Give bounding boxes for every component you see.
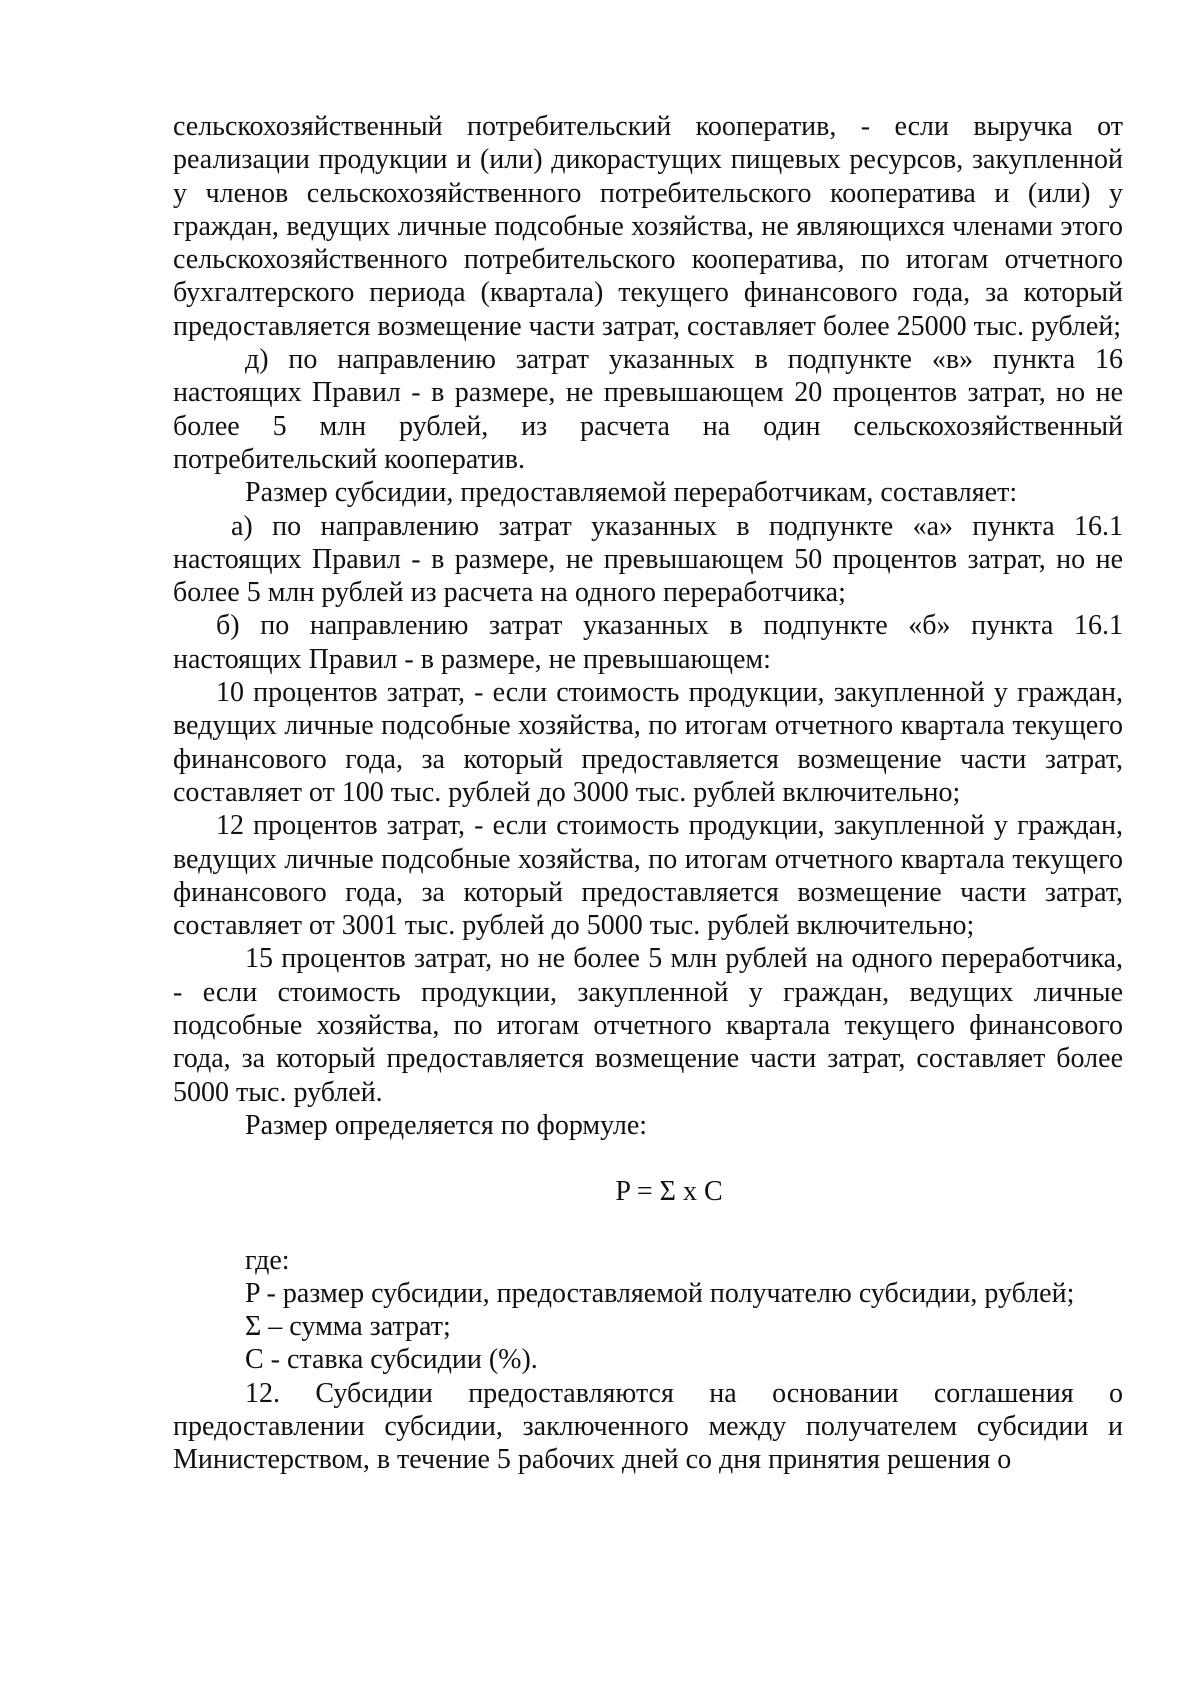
- paragraph-processor-subsidy-size: Размер субсидии, предоставляемой переработчикам, составляет:: [245, 477, 1018, 509]
- definition-p: P - размер субсидии, предоставляемой получателю субсидии, рублей;: [245, 1277, 1075, 1309]
- paragraph-item-a: а) по направлению затрат указанных в подпункте «а» пункта 16.1 настоящих Правил - в размере, не превышающем 50 процентов затрат, но не более 5 млн рублей из расчета на одного переработчика;: [173, 510, 1123, 609]
- definition-c: C - ставка субсидии (%).: [245, 1344, 538, 1376]
- paragraph-12-percent: 12 процентов затрат, - если стоимость продукции, закупленной у граждан, ведущих личные подсобные хозяйства, по итогам отчетного квартала текущего финансового года, за который предоставляется возмещение части затрат, составляет от 3001 тыс. рублей до 5000 тыс. рублей включительно;: [173, 810, 1123, 942]
- where-label: где:: [245, 1244, 290, 1276]
- definition-sigma: Σ – сумма затрат;: [245, 1311, 451, 1343]
- paragraph-15-percent: 15 процентов затрат, но не более 5 млн рублей на одного переработчика, - если стоимость продукции, закупленной у граждан, ведущих личные подсобные хозяйства, по итогам отчетного квартала текущего финансового года, за который предоставляется возмещение части затрат, составляет более 5000 тыс. рублей.: [173, 943, 1123, 1108]
- paragraph-cooperative-revenue: сельскохозяйственный потребительский кооператив, - если выручка от реализации продукции и (или) дикорастущих пищевых ресурсов, закупленной у членов сельскохозяйственного потребительского кооператива и (или) у граждан, ведущих личные подсобные хозяйства, не являющихся членами этого сельскохозяйственного потребительского кооператива, по итогам отчетного бухгалтерского периода (квартала) текущего финансового года, за который предоставляется возмещение части затрат, составляет более 25000 тыс. рублей;: [173, 111, 1123, 342]
- paragraph-12-agreement: 12. Субсидии предоставляются на основании соглашения о предоставлении субсидии, заключенного между получателем субсидии и Министерством, в течение 5 рабочих дней со дня принятия решения о: [173, 1377, 1123, 1476]
- paragraph-formula-intro: Размер определяется по формуле:: [245, 1109, 648, 1141]
- paragraph-item-b: б) по направлению затрат указанных в подпункте «б» пункта 16.1 настоящих Правил - в размере, не превышающем:: [173, 610, 1123, 675]
- paragraph-item-d: д) по направлению затрат указанных в подпункте «в» пункта 16 настоящих Правил - в размере, не превышающем 20 процентов затрат, но не более 5 млн рублей, из расчета на один сельскохозяйственный потребительский кооператив.: [173, 344, 1123, 475]
- paragraph-10-percent: 10 процентов затрат, - если стоимость продукции, закупленной у граждан, ведущих личные подсобные хозяйства, по итогам отчетного квартала текущего финансового года, за который предоставляется возмещение части затрат, составляет от 100 тыс. рублей до 3000 тыс. рублей включительно;: [173, 677, 1123, 808]
- document-page: [173, 110, 1123, 1477]
- subsidy-formula: P = Σ x C: [615, 1176, 723, 1208]
